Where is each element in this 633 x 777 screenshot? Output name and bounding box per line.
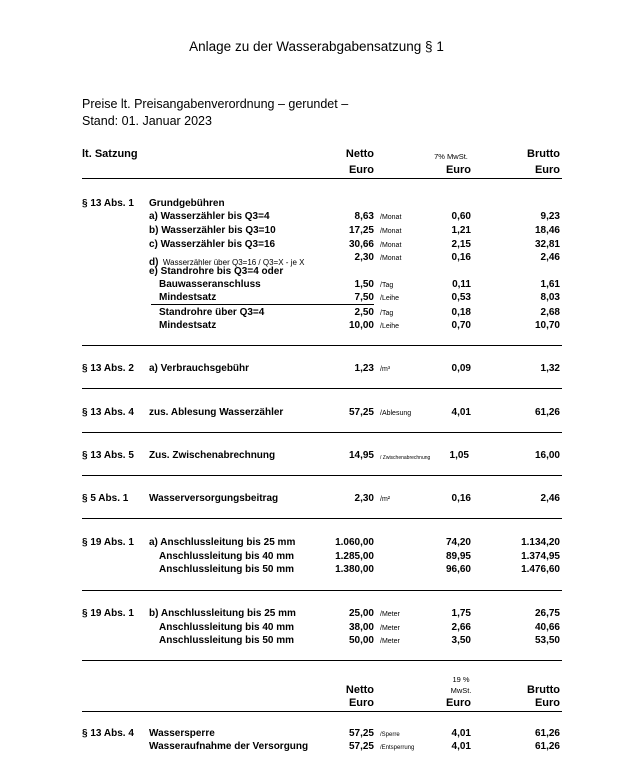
row-mwst: 0,16 — [451, 252, 471, 263]
row-unit: /Monat — [380, 214, 402, 221]
row-netto: 1.060,00 — [335, 537, 374, 548]
row-mwst: 4,01 — [451, 728, 471, 739]
row-mwst: 74,20 — [445, 537, 471, 548]
row-brutto: 61,26 — [534, 407, 560, 418]
row-label: Anschlussleitung bis 40 mm — [159, 551, 295, 562]
row-brutto: 40,66 — [534, 622, 560, 633]
header2-netto-unit: Euro — [348, 697, 374, 709]
section-rule — [82, 518, 562, 519]
row-label: Zus. Zwischenabrechnung — [149, 450, 276, 461]
row-brutto: 1.374,95 — [521, 551, 560, 562]
section-rule — [82, 432, 562, 433]
row-netto: 57,25 — [348, 741, 374, 752]
row-netto: 2,30 — [354, 252, 374, 263]
row-netto: 8,63 — [354, 211, 374, 222]
row-brutto: 26,75 — [534, 608, 560, 619]
row-brutto: 61,26 — [534, 741, 560, 752]
row-label: Bauwasseranschluss — [159, 279, 261, 290]
row-mwst: 89,95 — [445, 551, 471, 562]
row-mwst: 2,66 — [451, 622, 471, 633]
row-unit: /Monat — [380, 228, 402, 235]
intro-line-2: Stand: 01. Januar 2023 — [82, 114, 212, 128]
section-label: § 5 Abs. 1 — [82, 493, 129, 504]
row-netto: 30,66 — [348, 239, 374, 250]
header-rule — [82, 178, 562, 179]
row-brutto: 1,32 — [540, 363, 560, 374]
row-netto: 38,00 — [348, 622, 374, 633]
row-netto: 14,95 — [348, 450, 374, 461]
row-brutto: 16,00 — [534, 450, 560, 461]
row-mwst: 0,18 — [451, 307, 471, 318]
section-rule — [82, 345, 562, 346]
row-brutto: 61,26 — [534, 728, 560, 739]
header2-mwst-line1: 19 % — [452, 675, 470, 684]
header-satzung: lt. Satzung — [82, 148, 138, 160]
header2-brutto: Brutto — [527, 684, 560, 696]
row-label: b) Anschlussleitung bis 25 mm — [149, 608, 296, 619]
row-netto: 1,50 — [354, 279, 374, 290]
row-mwst: 2,15 — [451, 239, 471, 250]
row-netto: 25,00 — [348, 608, 374, 619]
row-unit: /Monat — [380, 242, 402, 249]
row-netto: 1,23 — [354, 363, 374, 374]
header-netto-unit: Euro — [348, 164, 374, 176]
subsection-rule — [151, 304, 374, 305]
row-mwst: 4,01 — [451, 741, 471, 752]
row-mwst: 1,75 — [451, 608, 471, 619]
row-netto: 17,25 — [348, 225, 374, 236]
section-label: § 19 Abs. 1 — [82, 537, 134, 548]
row-netto: 10,00 — [348, 320, 374, 331]
row-label: c) Wasserzähler bis Q3=16 — [149, 239, 276, 250]
header2-brutto-unit: Euro — [534, 697, 560, 709]
row-label: Anschlussleitung bis 50 mm — [159, 635, 295, 646]
row-netto: 2,30 — [354, 493, 374, 504]
row-unit: /Sperre — [380, 732, 400, 738]
row-mwst: 0,60 — [451, 211, 471, 222]
row-label: a) Verbrauchsgebühr — [149, 363, 250, 374]
row-brutto: 53,50 — [534, 635, 560, 646]
section-label: § 13 Abs. 5 — [82, 450, 134, 461]
row-d-prefix: d) — [149, 257, 159, 268]
header2-rule — [82, 711, 562, 712]
row-netto: 1.380,00 — [335, 564, 374, 575]
row-mwst: 0,53 — [451, 292, 471, 303]
header-netto: Netto — [345, 148, 374, 160]
row-mwst: 0,16 — [451, 493, 471, 504]
row-brutto: 1.476,60 — [521, 564, 560, 575]
document-title: Anlage zu der Wasserabgabensatzung § 1 — [189, 39, 444, 54]
row-label: a) Wasserzähler bis Q3=4 — [149, 211, 270, 222]
header-brutto-unit: Euro — [534, 164, 560, 176]
row-unit: /Meter — [380, 611, 400, 618]
row-label: Anschlussleitung bis 50 mm — [159, 564, 295, 575]
row-mwst: 1,21 — [451, 225, 471, 236]
section-label: § 19 Abs. 1 — [82, 608, 134, 619]
row-brutto: 32,81 — [534, 239, 560, 250]
row-d-text: Wasserzähler über Q3=16 / Q3=X - je X — [162, 258, 305, 267]
row-mwst: 1,05 — [449, 450, 469, 461]
row-label: Wassersperre — [149, 728, 215, 739]
row-unit: /m² — [380, 496, 391, 503]
row-unit: /Leihe — [380, 323, 400, 330]
row-mwst: 0,70 — [451, 320, 471, 331]
row-mwst: 4,01 — [451, 407, 471, 418]
row-brutto: 8,03 — [540, 292, 560, 303]
row-netto: 1.285,00 — [335, 551, 374, 562]
section-rule — [82, 590, 562, 591]
header2-mwst-line2: MwSt. — [450, 686, 472, 695]
row-netto: 7,50 — [354, 292, 374, 303]
row-e-label: e) Standrohre bis Q3=4 oder — [149, 266, 284, 277]
row-brutto: 1,61 — [540, 279, 560, 290]
section-rule — [82, 660, 562, 661]
row-brutto: 18,46 — [534, 225, 560, 236]
row-mwst: 96,60 — [445, 564, 471, 575]
row-label: Mindestsatz — [159, 320, 217, 331]
section-rule — [82, 475, 562, 476]
section-label: § 13 Abs. 1 — [82, 198, 134, 209]
row-unit: /Tag — [380, 310, 394, 317]
row-label: b) Wasserzähler bis Q3=10 — [149, 225, 276, 236]
row-label: Wasserversorgungsbeitrag — [149, 493, 279, 504]
row-unit: /Entsperrung — [380, 745, 415, 751]
row-unit: /Meter — [380, 625, 400, 632]
row-label: Standrohre über Q3=4 — [159, 307, 265, 318]
row-unit: /m³ — [380, 366, 391, 373]
row-brutto: 2,46 — [540, 493, 560, 504]
header-brutto: Brutto — [527, 148, 560, 160]
row-label: a) Anschlussleitung bis 25 mm — [149, 537, 296, 548]
header-mwst-unit: Euro — [445, 164, 471, 176]
row-unit: /Ablesung — [380, 410, 412, 417]
row-brutto: 2,68 — [540, 307, 560, 318]
row-mwst: 3,50 — [451, 635, 471, 646]
section-label: § 13 Abs. 2 — [82, 363, 134, 374]
row-mwst: 0,11 — [452, 279, 471, 290]
row-unit: / Zwischenabrechnung — [380, 455, 431, 461]
row-netto: 57,25 — [348, 728, 374, 739]
row-unit: /Leihe — [380, 295, 400, 302]
header2-netto: Netto — [345, 684, 374, 696]
header-mwst: 7% MwSt. — [434, 152, 468, 161]
row-label: Mindestsatz — [159, 292, 217, 303]
row-netto: 50,00 — [348, 635, 374, 646]
row-netto: 2,50 — [354, 307, 374, 318]
row-brutto: 2,46 — [540, 252, 560, 263]
row-brutto: 9,23 — [540, 211, 560, 222]
row-unit: /Tag — [380, 282, 394, 289]
grundgebuehren-heading: Grundgebühren — [149, 198, 225, 209]
row-brutto: 1.134,20 — [521, 537, 560, 548]
row-netto: 57,25 — [348, 407, 374, 418]
row-unit: /Monat — [380, 255, 402, 262]
row-mwst: 0,09 — [451, 363, 471, 374]
section-label: § 13 Abs. 4 — [82, 728, 134, 739]
section-label: § 13 Abs. 4 — [82, 407, 134, 418]
row-label: Wasseraufnahme der Versorgung — [149, 741, 309, 752]
row-label: Anschlussleitung bis 40 mm — [159, 622, 295, 633]
row-brutto: 10,70 — [534, 320, 560, 331]
section-rule — [82, 388, 562, 389]
header2-mwst-unit: Euro — [445, 697, 471, 709]
row-label: zus. Ablesung Wasserzähler — [149, 407, 284, 418]
intro-line-1: Preise lt. Preisangabenverordnung – gerundet – — [82, 97, 349, 111]
row-unit: /Meter — [380, 638, 400, 645]
